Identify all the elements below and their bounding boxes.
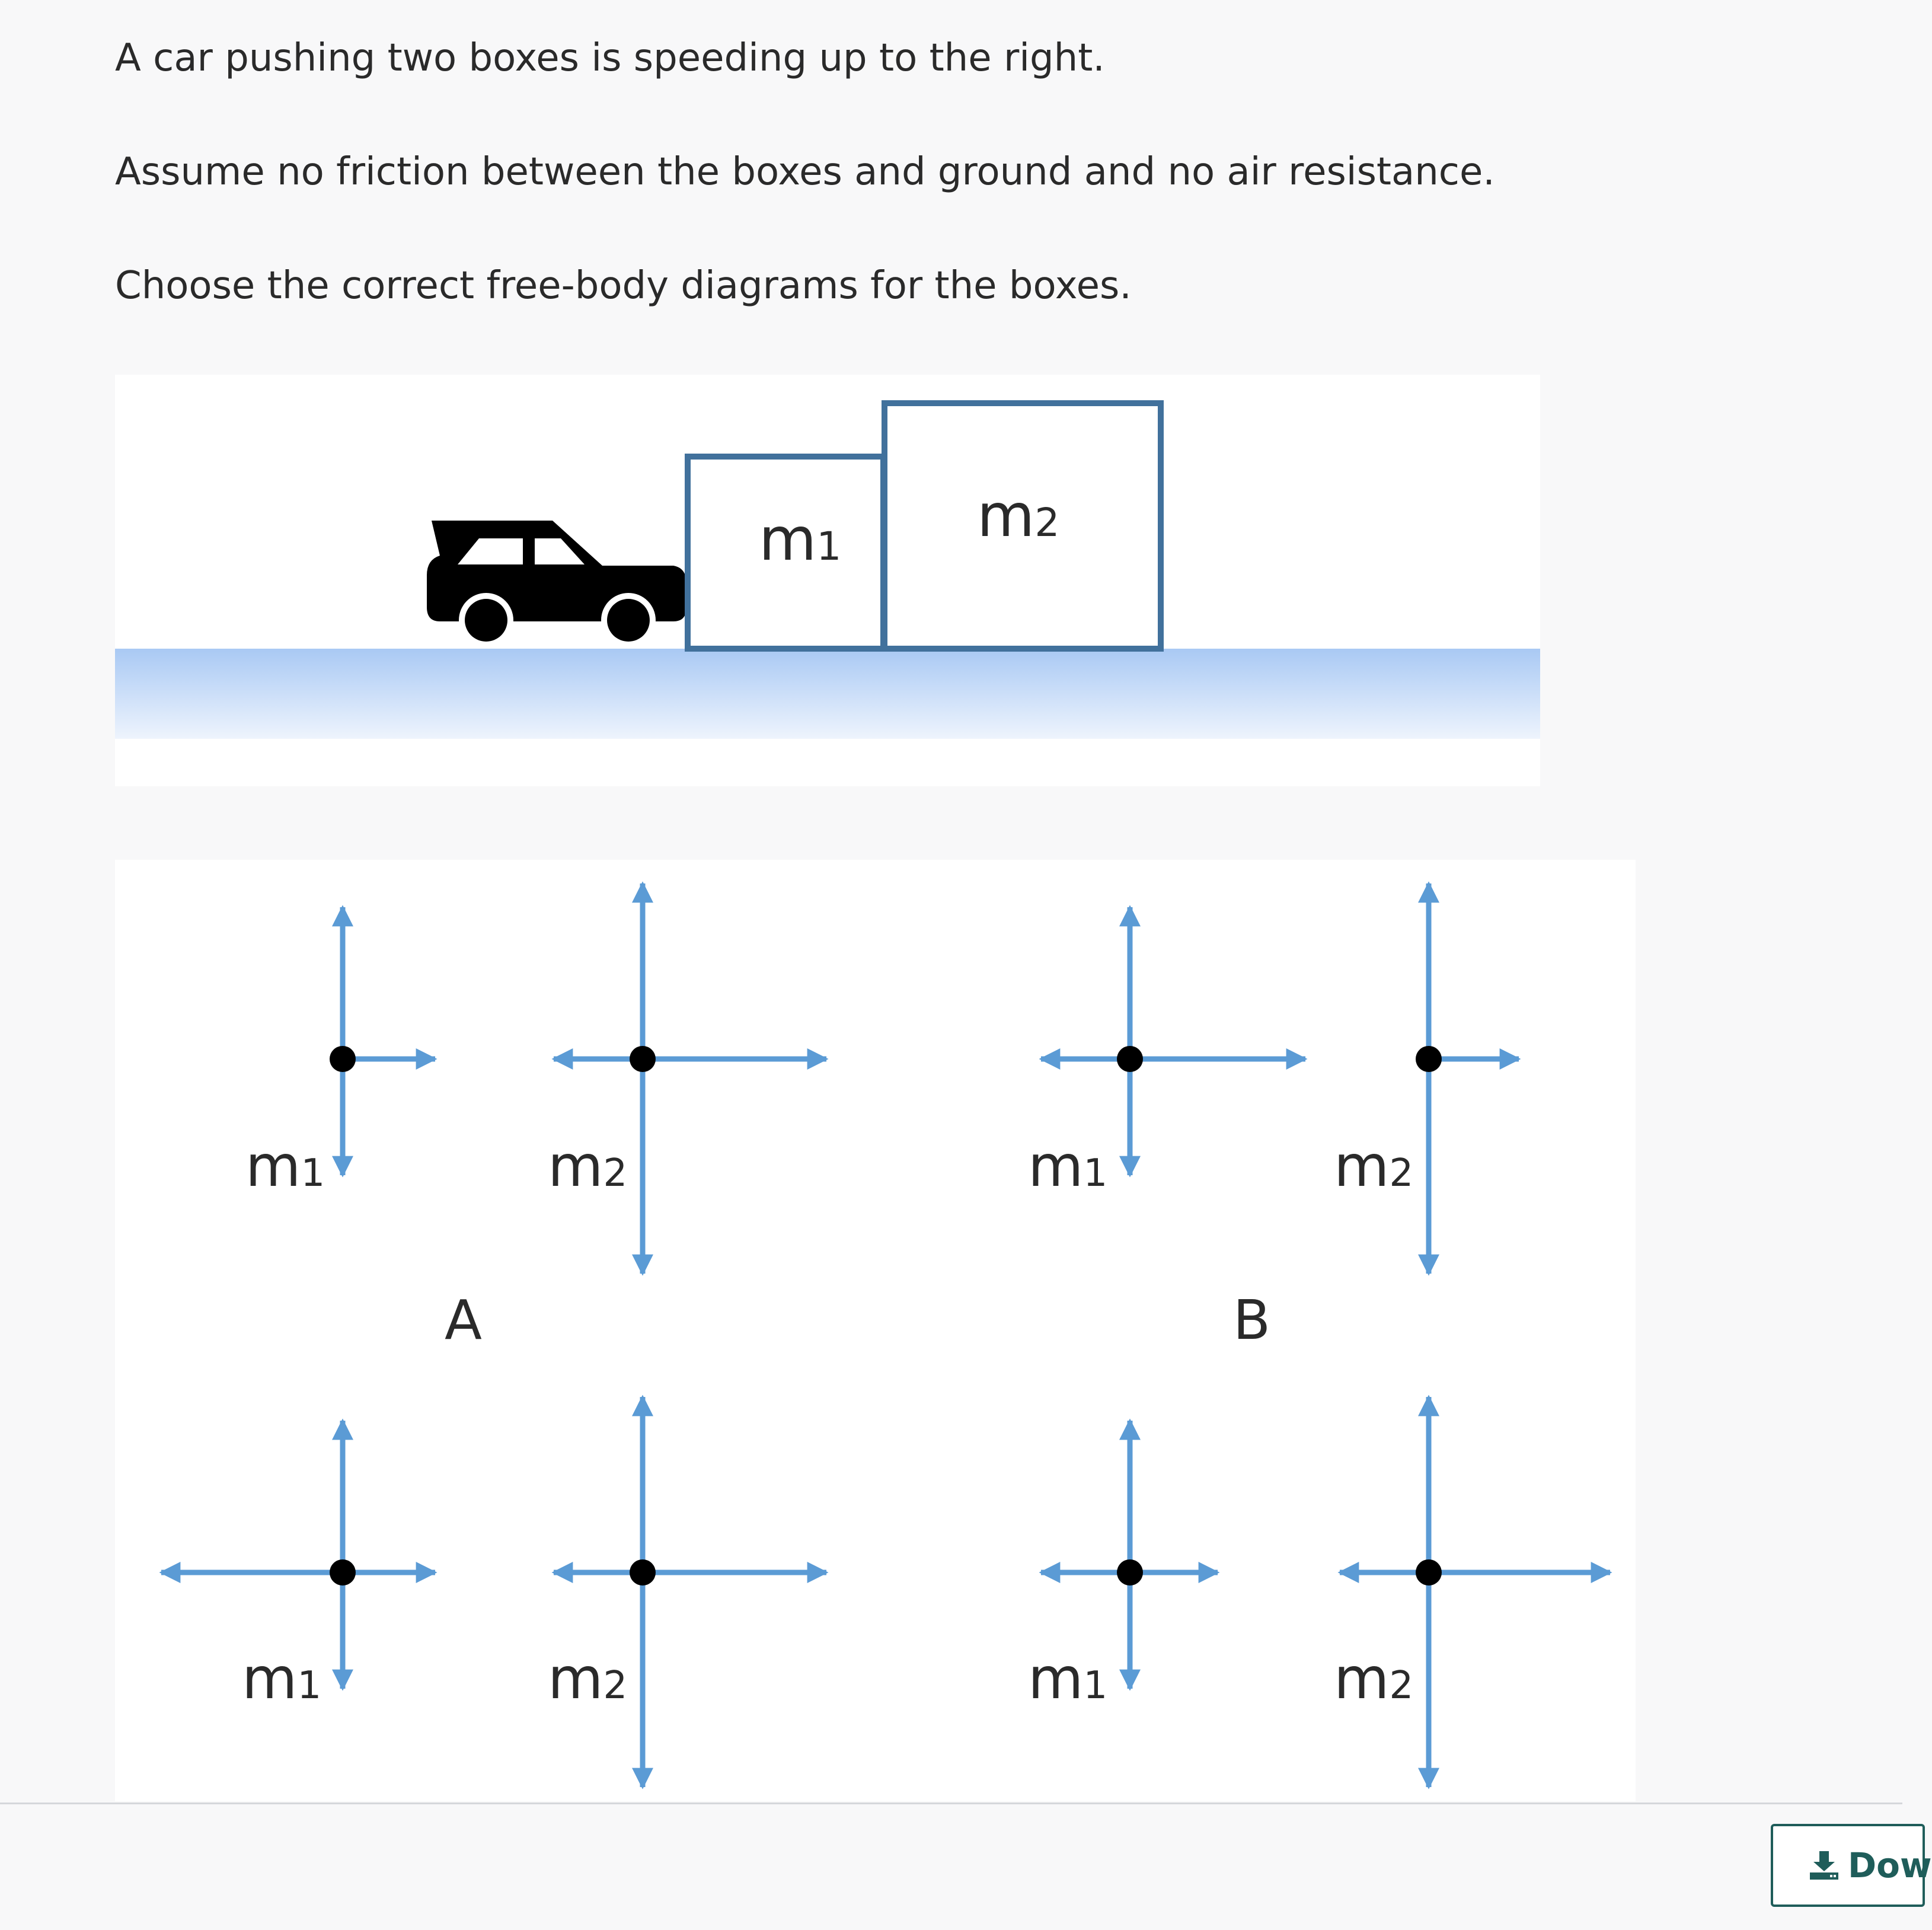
question-line-3: Choose the correct free-body diagrams for the boxes. xyxy=(115,264,1132,308)
mass-label-m1: m1 xyxy=(1028,1645,1108,1712)
mass-label-m2: m2 xyxy=(1334,1133,1414,1200)
option-b-label[interactable]: B xyxy=(1233,1288,1271,1352)
mass-label-m2: m2 xyxy=(548,1645,628,1712)
mass-label-m1: m1 xyxy=(245,1133,325,1200)
scene-svg xyxy=(115,375,1540,786)
body-point xyxy=(1416,1046,1442,1072)
option-a-label[interactable]: A xyxy=(445,1288,482,1352)
box-m2-label: m2 xyxy=(977,481,1060,550)
download-icon xyxy=(1809,1850,1840,1881)
download-label: Dow xyxy=(1848,1845,1932,1886)
mass-label-m1: m1 xyxy=(1028,1133,1108,1200)
body-point xyxy=(1117,1046,1143,1072)
body-point xyxy=(330,1046,356,1072)
mass-label-m1: m1 xyxy=(242,1645,322,1712)
body-point xyxy=(630,1559,656,1586)
mass-label-m2: m2 xyxy=(548,1133,628,1200)
choices-svg xyxy=(115,860,1636,1801)
footer-divider xyxy=(0,1803,1902,1804)
answer-choices-diagram xyxy=(115,860,1636,1801)
mass-label-m2: m2 xyxy=(1334,1645,1414,1712)
download-button[interactable] xyxy=(1771,1824,1932,1907)
scene-illustration xyxy=(115,375,1540,786)
ground xyxy=(115,649,1540,739)
body-point xyxy=(630,1046,656,1072)
body-point xyxy=(1416,1559,1442,1586)
body-point xyxy=(330,1559,356,1586)
question-line-1: A car pushing two boxes is speeding up to the right. xyxy=(115,36,1105,80)
car-icon xyxy=(427,521,686,647)
body-point xyxy=(1117,1559,1143,1586)
question-line-2: Assume no friction between the boxes and ground and no air resistance. xyxy=(115,150,1495,194)
free-body-diagrams xyxy=(161,883,1610,1787)
box-m1-label: m1 xyxy=(759,505,842,574)
